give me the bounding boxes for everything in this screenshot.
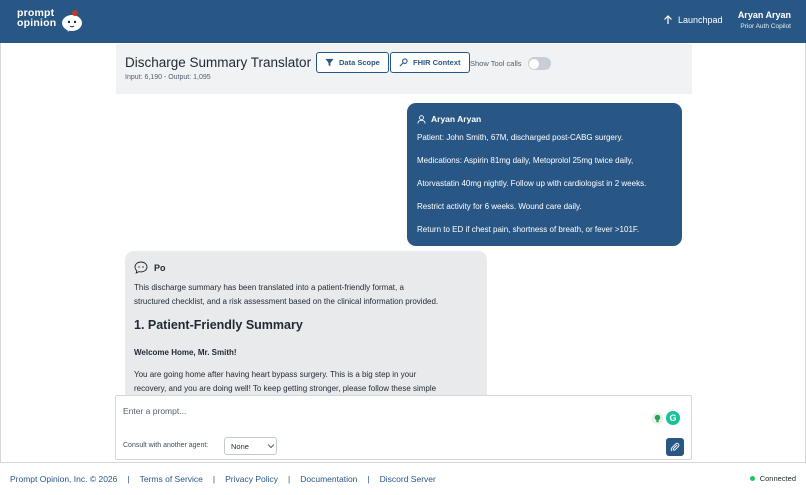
connection-status-label: Connected [759, 474, 796, 483]
toggle-knob [529, 59, 539, 69]
mascot-icon [60, 9, 84, 33]
status-dot-icon [750, 476, 755, 481]
footer-separator: | [127, 474, 130, 484]
user-message-sender [417, 114, 481, 124]
chevron-down-icon [267, 443, 275, 449]
fhir-context-label: FHIR Context [413, 58, 461, 67]
page-title: Discharge Summary Translator [125, 55, 312, 70]
assistant-heading: 1. Patient-Friendly Summary [134, 318, 303, 332]
agent-select[interactable] [224, 437, 277, 455]
tool-calls-setting [470, 57, 551, 70]
consult-agent-label: Consult with another agent: [123, 442, 209, 449]
data-scope-button[interactable] [316, 52, 389, 73]
footer-separator: | [212, 474, 216, 484]
lightbulb-icon[interactable] [651, 412, 664, 425]
assistant-body-line: You are going home after having heart bypass surgery. This is a big step in your [134, 370, 417, 379]
assistant-message-sender [134, 261, 166, 274]
user-name: Aryan Aryan [737, 10, 791, 20]
user-message-line: Restrict activity for 6 weeks. Wound care daily. [417, 202, 582, 211]
grammarly-icon[interactable]: G [666, 411, 680, 425]
launchpad-link[interactable] [663, 15, 723, 25]
user-menu[interactable] [738, 10, 791, 30]
user-icon [417, 115, 426, 124]
prompt-input[interactable] [123, 403, 643, 419]
user-role: Prior Auth Copilot [740, 23, 791, 30]
logo-text-line1: prompt [17, 7, 55, 19]
data-scope-label: Data Scope [339, 58, 380, 67]
logo-text-line2: opinion [17, 17, 57, 29]
tool-calls-label: Show Tool calls [470, 59, 522, 68]
assistant-welcome: Welcome Home, Mr. Smith! [134, 348, 237, 357]
top-bar [0, 0, 806, 43]
footer-links [10, 474, 436, 484]
assistant-message-sender-name: Po [154, 262, 166, 273]
assistant-intro-line: structured checklist, and a risk assessment based on the clinical information provided. [134, 297, 439, 306]
logo[interactable] [17, 8, 56, 28]
user-message-line: Patient: John Smith, 67M, discharged post-CABG surgery. [417, 133, 624, 142]
connection-status [750, 474, 796, 483]
agent-select-value: None [231, 441, 249, 451]
footer-copyright: Prompt Opinion, Inc. © 2026 [10, 474, 118, 484]
user-message-line: Atorvastatin 40mg nightly. Follow up with cardiologist in 2 weeks. [417, 179, 647, 188]
assistant-message [125, 251, 487, 401]
left-border [0, 43, 1, 462]
key-icon [399, 58, 408, 67]
user-message [407, 103, 682, 246]
filter-icon [325, 58, 334, 67]
assistant-body-line: recovery, and you are doing well! To keep getting stronger, please follow these simple [134, 384, 437, 393]
launchpad-label: Launchpad [678, 15, 723, 25]
arrow-up-icon [663, 15, 673, 25]
privacy-link[interactable]: Privacy Policy [225, 474, 279, 484]
paperclip-icon [670, 442, 680, 452]
footer-separator: | [367, 474, 370, 484]
documentation-link[interactable]: Documentation [300, 474, 358, 484]
fhir-context-button[interactable] [390, 52, 470, 73]
attach-button[interactable] [666, 438, 684, 456]
tool-calls-toggle[interactable] [528, 57, 551, 70]
user-message-line: Return to ED if chest pain, shortness of breath, or fever >101F. [417, 225, 640, 234]
chat-bubble-icon [134, 261, 148, 274]
assistant-intro-line: This discharge summary has been translated into a patient-friendly format, a [134, 283, 404, 292]
terms-link[interactable]: Terms of Service [139, 474, 203, 484]
prompt-composer [115, 395, 692, 460]
user-message-sender-name: Aryan Aryan [431, 114, 482, 124]
agent-header [116, 44, 692, 94]
user-message-line: Medications: Aspirin 81mg daily, Metoprolol 25mg twice daily, [417, 156, 634, 165]
footer-separator: | [288, 474, 291, 484]
discord-link[interactable]: Discord Server [379, 474, 436, 484]
footer [0, 462, 806, 495]
token-usage: Input: 6,190 - Output: 1,095 [125, 74, 211, 81]
